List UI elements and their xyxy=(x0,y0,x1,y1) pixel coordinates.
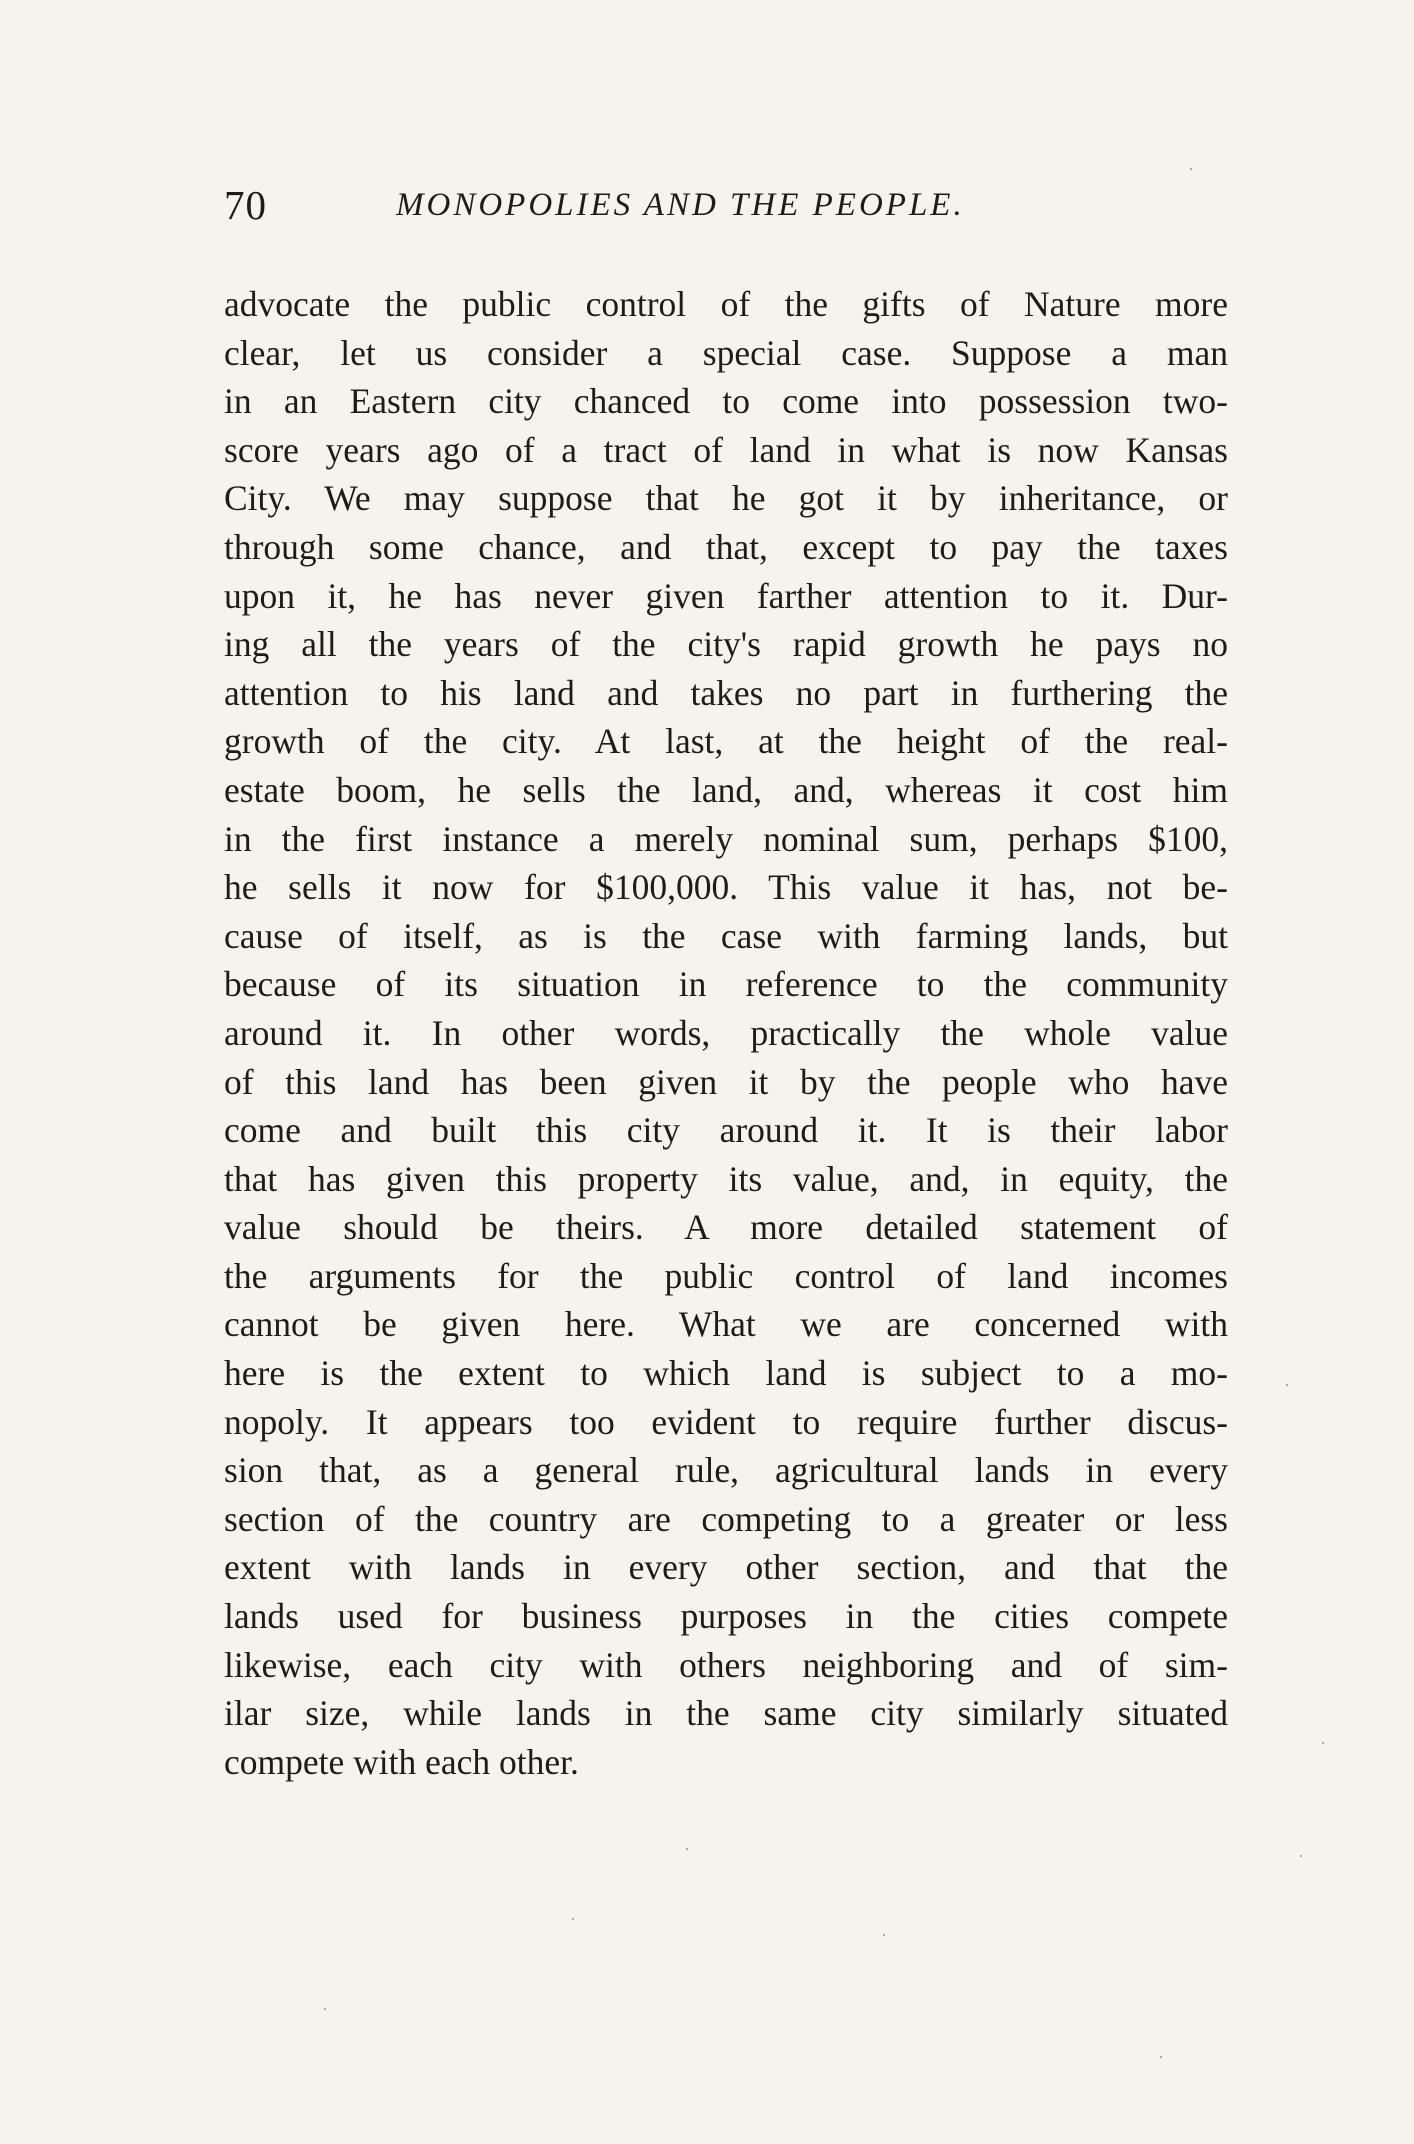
running-head xyxy=(224,180,1224,230)
text-line: come and built this city around it. It is their labor xyxy=(224,1110,1228,1151)
paper-speck xyxy=(883,1934,885,1936)
text-line: sion that, as a general rule, agricultural lands in every xyxy=(224,1450,1228,1491)
text-line: extent with lands in every other section, and that the xyxy=(224,1547,1228,1588)
text-line: in an Eastern city chanced to come into possession two- xyxy=(224,381,1228,422)
text-line: attention to his land and takes no part in furthering the xyxy=(224,672,1228,713)
paper-speck xyxy=(1160,2056,1162,2058)
text-line: of this land has been given it by the people who have xyxy=(224,1061,1228,1102)
paper-speck xyxy=(1300,1855,1302,1857)
text-line: compete with each other. xyxy=(224,1741,579,1782)
paper-speck xyxy=(324,2008,326,2010)
text-line: that has given this property its value, and, in equity, the xyxy=(224,1158,1228,1199)
text-line: score years ago of a tract of land in what is now Kansas xyxy=(224,429,1228,470)
text-line: the arguments for the public control of land incomes xyxy=(224,1255,1228,1296)
text-line: upon it, he has never given farther attention to it. Dur- xyxy=(224,575,1228,616)
body-text xyxy=(224,280,1228,1786)
text-line: he sells it now for $100,000. This value it has, not be- xyxy=(224,867,1228,908)
text-line: in the first instance a merely nominal sum, perhaps $100, xyxy=(224,818,1228,859)
text-line: because of its situation in reference to the community xyxy=(224,964,1228,1005)
text-line: section of the country are competing to a greater or less xyxy=(224,1498,1228,1539)
text-line: clear, let us consider a special case. Suppose a man xyxy=(224,332,1228,373)
paper-speck xyxy=(572,1918,574,1920)
text-line: around it. In other words, practically the whole value xyxy=(224,1012,1228,1053)
text-line: nopoly. It appears too evident to require further discus- xyxy=(224,1401,1228,1442)
text-line: City. We may suppose that he got it by inheritance, or xyxy=(224,478,1228,519)
text-line: ilar size, while lands in the same city similarly situated xyxy=(224,1693,1228,1734)
text-line: value should be theirs. A more detailed statement of xyxy=(224,1207,1228,1248)
text-line: lands used for business purposes in the cities compete xyxy=(224,1596,1228,1637)
text-line: here is the extent to which land is subject to a mo- xyxy=(224,1353,1228,1394)
paper-speck xyxy=(1190,168,1192,170)
paper-speck xyxy=(1322,1742,1324,1744)
text-line: advocate the public control of the gifts of Nature more xyxy=(224,284,1228,324)
paper-speck xyxy=(686,1848,688,1850)
page-number: 70 xyxy=(224,182,267,228)
text-line: cannot be given here. What we are concerned with xyxy=(224,1304,1228,1345)
text-line: growth of the city. At last, at the height of the real- xyxy=(224,721,1228,762)
text-line: estate boom, he sells the land, and, whereas it cost him xyxy=(224,769,1228,810)
text-line: through some chance, and that, except to pay the taxes xyxy=(224,526,1228,567)
running-title: MONOPOLIES AND THE PEOPLE. xyxy=(396,187,965,223)
text-line: ing all the years of the city's rapid growth he pays no xyxy=(224,624,1228,665)
text-line: likewise, each city with others neighboring and of sim- xyxy=(224,1644,1228,1685)
text-line: cause of itself, as is the case with farming lands, but xyxy=(224,915,1228,956)
paper-speck xyxy=(1286,1384,1288,1386)
